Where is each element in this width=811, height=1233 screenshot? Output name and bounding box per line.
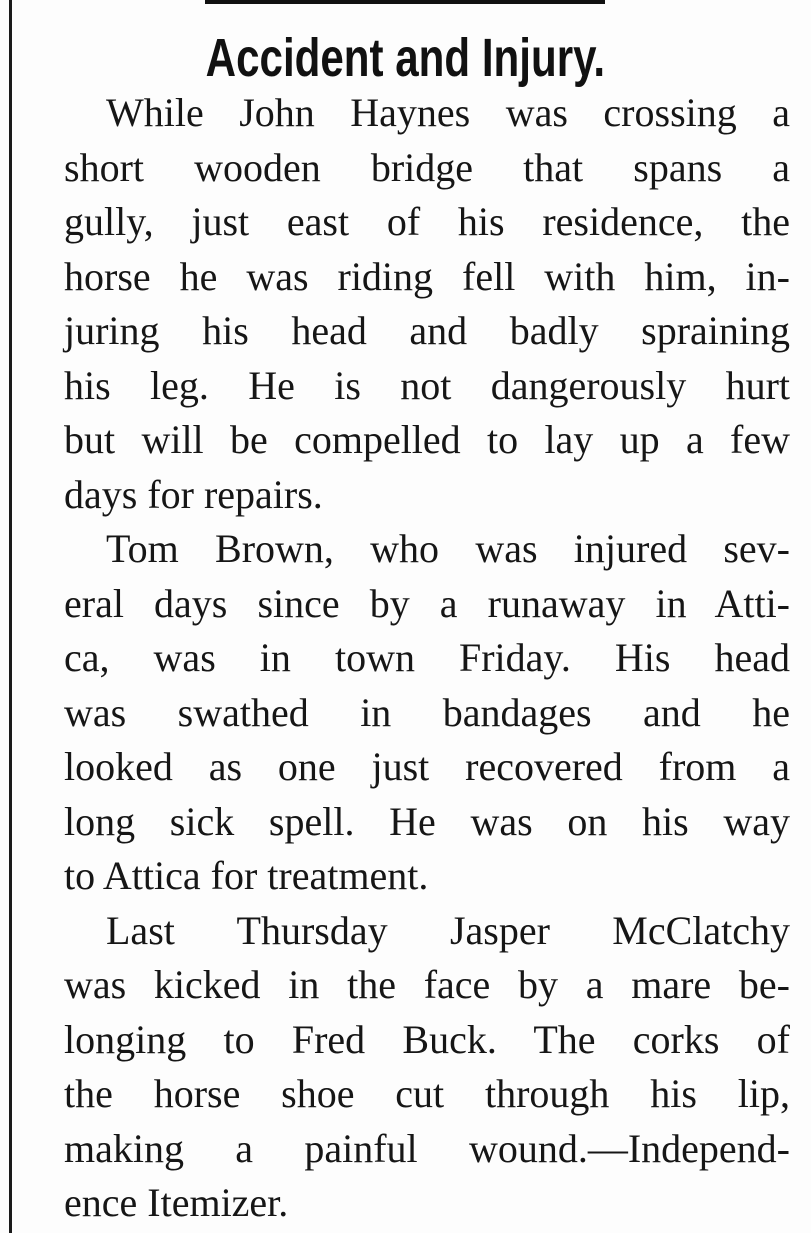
paragraph-1 <box>22 86 790 522</box>
text-line: ca, was in town Friday. His head <box>64 635 790 680</box>
text-line: long sick spell. He was on his way <box>64 798 790 844</box>
text-line: Tom Brown, who was injured sev- <box>106 526 790 571</box>
text-line: juring his head and badly spraining <box>64 308 790 353</box>
text-line: but will be compelled to lay up a few <box>64 417 790 462</box>
text-line: looked as one just recovered from a <box>64 744 790 789</box>
text-line: Last Thursday Jasper McClatchy <box>106 907 790 953</box>
text-line: days for repairs. <box>64 471 323 517</box>
text-line: the horse shoe cut through his lip, <box>64 1071 790 1116</box>
text-line: making a painful wound.—Independ- <box>64 1125 790 1171</box>
paragraph-3 <box>22 904 790 1231</box>
text-line: longing to Fred Buck. The corks of <box>64 1016 790 1062</box>
text-line: gully, just east of his residence, the <box>64 199 790 244</box>
text-line: was kicked in the face by a mare be- <box>64 962 790 1007</box>
text-line: horse he was riding fell with him, in- <box>64 253 790 299</box>
article-body <box>22 86 790 1231</box>
headline: Accident and Injury. <box>205 28 606 88</box>
text-line: to Attica for treatment. <box>64 853 429 898</box>
text-line: While John Haynes was crossing a <box>106 90 790 135</box>
text-line: was swathed in bandages and he <box>64 689 790 735</box>
top-rule <box>205 0 605 4</box>
text-line: ence Itemizer. <box>64 1180 289 1225</box>
text-line: his leg. He is not dangerously hurt <box>64 362 790 408</box>
column-rule <box>9 0 12 1233</box>
text-line: short wooden bridge that spans a <box>64 144 790 190</box>
text-line: eral days since by a runaway in Atti- <box>64 580 790 626</box>
paragraph-2 <box>22 522 790 904</box>
